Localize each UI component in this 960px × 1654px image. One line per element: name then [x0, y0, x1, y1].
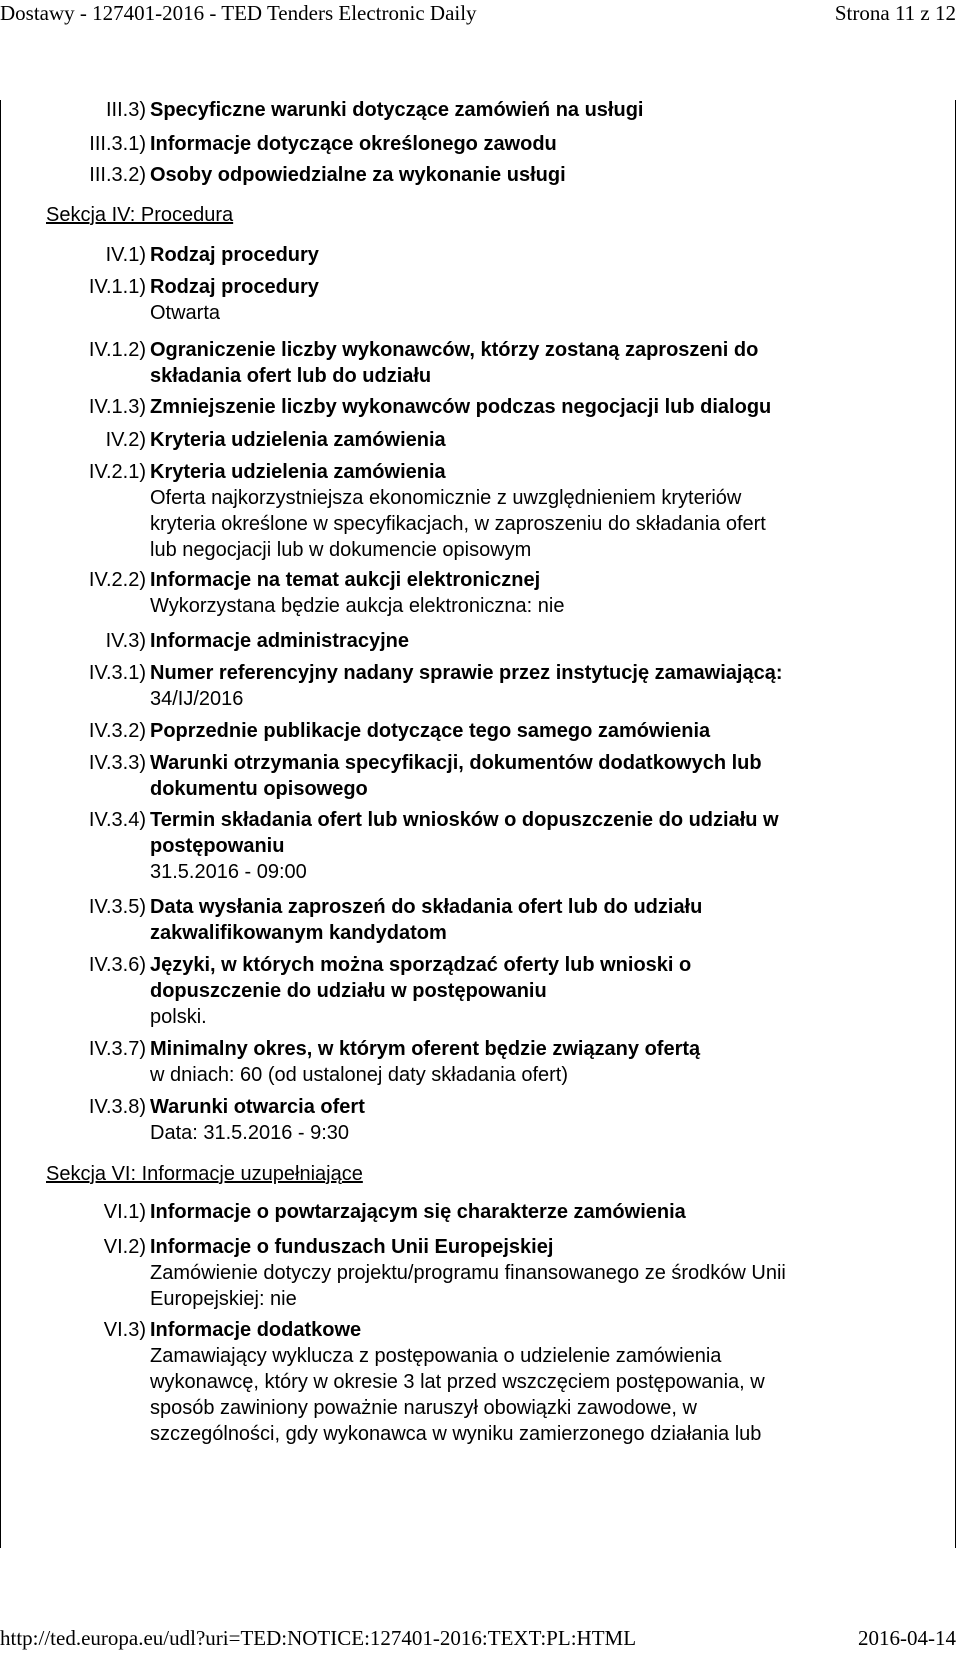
item-title: Ograniczenie liczby wykonawców, którzy zostaną zaproszeni do: [150, 339, 759, 361]
item-number: IV.3.1): [88, 662, 146, 684]
item-title: Warunki otwarcia ofert: [150, 1096, 365, 1118]
item-value: 34/IJ/2016: [150, 688, 244, 710]
page-footer: [0, 1625, 956, 1651]
item-number: IV.1.2): [88, 339, 146, 361]
item-value: Data: 31.5.2016 - 9:30: [150, 1122, 350, 1144]
item-value: kryteria określone w specyfikacjach, w zaproszeniu do składania ofert: [150, 513, 766, 535]
item-title: Informacje dotyczące określonego zawodu: [150, 133, 557, 155]
item-title: Kryteria udzielenia zamówienia: [150, 461, 446, 483]
item-number: IV.1.3): [88, 396, 146, 418]
item-value: Europejskiej: nie: [150, 1288, 297, 1310]
item-number: IV.1.1): [88, 276, 146, 298]
item-title: Języki, w których można sporządzać oferty lub wnioski o: [150, 954, 692, 976]
item-title: Warunki otrzymania specyfikacji, dokumentów dodatkowych lub: [150, 752, 762, 774]
item-title: Numer referencyjny nadany sprawie przez instytucję zamawiającą:: [150, 662, 783, 684]
item-number: IV.3.2): [88, 720, 146, 742]
header-title: Dostawy - 127401-2016 - TED Tenders Electronic Daily: [0, 1, 477, 25]
item-value: 31.5.2016 - 09:00: [150, 861, 307, 883]
item-number: IV.2.1): [88, 461, 146, 483]
item-number: III.3.2): [89, 164, 146, 186]
item-title: składania ofert lub do udziału: [150, 365, 432, 387]
item-number: VI.2): [103, 1236, 146, 1258]
item-title: Informacje o powtarzającym się charakterze zamówienia: [150, 1201, 686, 1223]
item-value: lub negocjacji lub w dokumencie opisowym: [150, 539, 532, 561]
item-number: IV.3.6): [88, 954, 146, 976]
footer-url: http://ted.europa.eu/udl?uri=TED:NOTICE:127401-2016:TEXT:PL:HTML: [0, 1626, 637, 1650]
item-title: dokumentu opisowego: [150, 778, 368, 800]
item-title: Minimalny okres, w którym oferent będzie związany ofertą: [150, 1038, 701, 1060]
item-number: III.3): [105, 99, 146, 121]
item-number: IV.1): [105, 244, 146, 266]
header-page-number: Strona 11 z 12: [834, 1, 956, 25]
item-title: Rodzaj procedury: [150, 244, 319, 266]
item-number: IV.3.7): [88, 1038, 146, 1060]
item-title: Termin składania ofert lub wniosków o dopuszczenie do udziału w: [150, 809, 779, 831]
item-title: Informacje na temat aukcji elektronicznej: [150, 569, 541, 591]
item-title: Informacje administracyjne: [150, 630, 409, 652]
item-number: IV.3): [105, 630, 146, 652]
item-number: VI.1): [103, 1201, 146, 1223]
item-title: Kryteria udzielenia zamówienia: [150, 429, 446, 451]
footer-date: 2016-04-14: [858, 1626, 956, 1650]
item-value: Wykorzystana będzie aukcja elektroniczna: nie: [150, 595, 565, 617]
item-number: IV.2): [105, 429, 146, 451]
item-value: szczególności, gdy wykonawca w wyniku zamierzonego działania lub: [150, 1423, 762, 1445]
section-heading: Sekcja VI: Informacje uzupełniające: [46, 1163, 363, 1185]
item-value: w dniach: 60 (od ustalonej daty składania ofert): [150, 1064, 569, 1086]
right-border: [955, 100, 956, 1548]
item-title: zakwalifikowanym kandydatom: [150, 922, 447, 944]
item-value: Zamawiający wyklucza z postępowania o udzielenie zamówienia: [150, 1345, 722, 1367]
item-value: Oferta najkorzystniejsza ekonomicznie z uwzględnieniem kryteriów: [150, 487, 742, 509]
item-value: Zamówienie dotyczy projektu/programu finansowanego ze środków Unii: [150, 1262, 786, 1284]
item-title: dopuszczenie do udziału w postępowaniu: [150, 980, 547, 1002]
item-title: postępowaniu: [150, 835, 285, 857]
item-title: Osoby odpowiedzialne za wykonanie usługi: [150, 164, 566, 186]
item-title: Informacje o funduszach Unii Europejskiej: [150, 1236, 554, 1258]
item-value: Otwarta: [150, 302, 221, 324]
item-number: IV.3.4): [88, 809, 146, 831]
item-title: Poprzednie publikacje dotyczące tego samego zamówienia: [150, 720, 711, 742]
item-title: Specyficzne warunki dotyczące zamówień na usługi: [150, 99, 644, 121]
item-number: IV.3.5): [88, 896, 146, 918]
item-title: Informacje dodatkowe: [150, 1319, 362, 1341]
item-value: sposób zawiniony poważnie naruszył obowiązki zawodowe, w: [150, 1397, 697, 1419]
item-number: IV.3.8): [88, 1096, 146, 1118]
page-header: [0, 0, 956, 26]
item-title: Zmniejszenie liczby wykonawców podczas negocjacji lub dialogu: [150, 396, 772, 418]
item-number: III.3.1): [89, 133, 146, 155]
item-value: polski.: [150, 1006, 207, 1028]
item-number: VI.3): [103, 1319, 146, 1341]
item-title: Data wysłania zaproszeń do składania ofert lub do udziału: [150, 896, 703, 918]
item-title: Rodzaj procedury: [150, 276, 319, 298]
item-number: IV.3.3): [88, 752, 146, 774]
item-number: IV.2.2): [88, 569, 146, 591]
section-heading: Sekcja IV: Procedura: [46, 204, 234, 226]
item-value: wykonawcę, który w okresie 3 lat przed wszczęciem postępowania, w: [150, 1371, 765, 1393]
